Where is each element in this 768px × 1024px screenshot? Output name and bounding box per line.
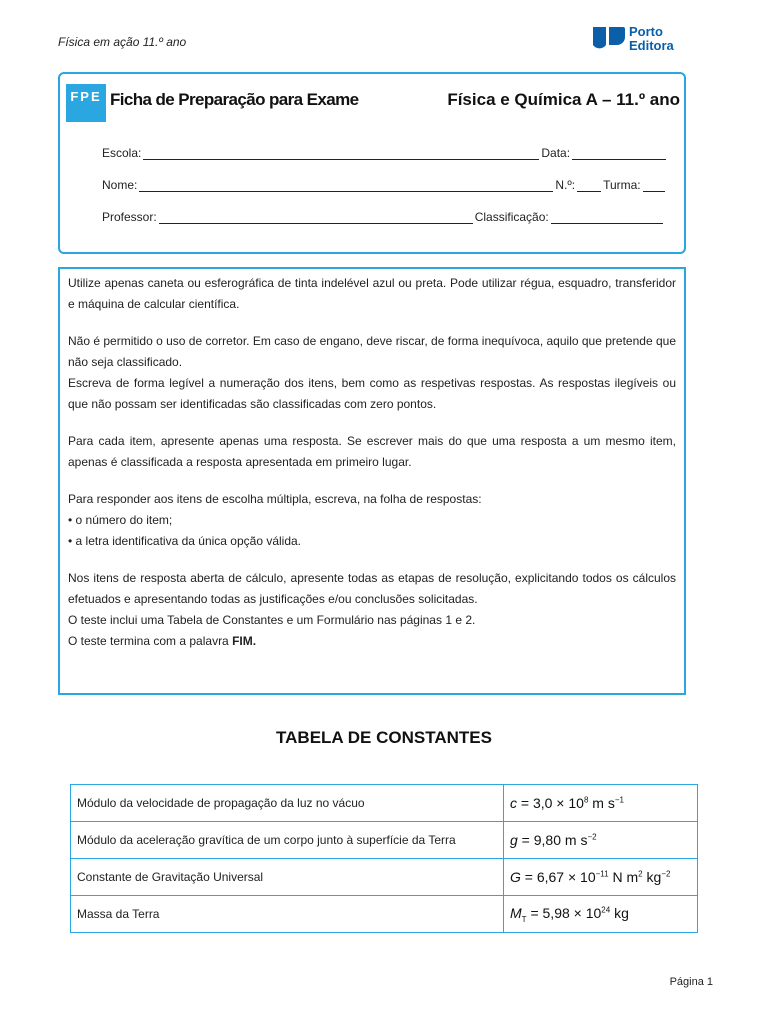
- instruction-paragraph: Para responder aos itens de escolha múltipla, escreva, na folha de respostas:: [68, 492, 482, 506]
- constant-description: Massa da Terra: [71, 896, 504, 933]
- professor-label: Professor:: [102, 210, 157, 224]
- data-field[interactable]: [572, 147, 666, 160]
- escola-data-row: [102, 144, 678, 160]
- instruction-paragraph: [68, 631, 676, 652]
- subject-title: Física e Química A – 11.º ano: [447, 90, 680, 109]
- instruction-paragraph: Não é permitido o uso de corretor. Em caso de engano, deve riscar, de forma inequívoca, aquilo que pretende que não seja classificado.: [68, 334, 676, 369]
- escola-field[interactable]: [143, 147, 539, 160]
- classificacao-field[interactable]: [551, 211, 663, 224]
- table-row: [71, 859, 698, 896]
- professor-field[interactable]: [159, 211, 473, 224]
- constants-heading: TABELA DE CONSTANTES: [276, 728, 492, 747]
- classificacao-label: Classificação:: [474, 210, 549, 224]
- instruction-paragraph: Utilize apenas caneta ou esferográfica de tinta indelével azul ou preta. Pode utilizar régua, esquadro, transferidor e máquina de calcular científica.: [68, 276, 676, 311]
- book-title: Física em ação 11.º ano: [58, 35, 187, 49]
- nome-field[interactable]: [139, 179, 553, 192]
- instruction-paragraph: O teste inclui uma Tabela de Constantes e um Formulário nas páginas 1 e 2.: [68, 613, 476, 627]
- constant-value: $G = 6,67 \times 10^{-11}$ N $m^2$ $kg^{-2}$: [504, 859, 698, 896]
- nome-row: [102, 176, 678, 192]
- instruction-bullet: • a letra identificativa da única opção válida.: [68, 534, 302, 548]
- porto-editora-logo: [593, 25, 693, 55]
- end-note-text: O teste termina com a palavra: [68, 634, 233, 648]
- fpe-badge: FPE: [66, 84, 106, 122]
- instructions-box: [58, 267, 686, 695]
- data-label: Data:: [541, 146, 571, 160]
- constant-value: $c = 3,0 \times 10^8$ m $s^{-1}$: [504, 785, 698, 822]
- logo-line-2: Editora: [629, 38, 674, 53]
- nome-label: Nome:: [102, 178, 138, 192]
- constant-description: Módulo da aceleração gravítica de um corpo junto à superfície da Terra: [71, 822, 504, 859]
- student-info-box: [58, 72, 686, 254]
- numero-label: N.º:: [555, 178, 576, 192]
- instruction-paragraph: Escreva de forma legível a numeração dos itens, bem como as respetivas respostas. As respostas ilegíveis ou que não possam ser identificadas são classificadas com zero pontos.: [68, 376, 676, 411]
- porto-editora-logo-icon: [593, 27, 625, 53]
- turma-label: Turma:: [603, 178, 641, 192]
- instruction-paragraph: Nos itens de resposta aberta de cálculo, apresente todas as etapas de resolução, explicitando todos os cálculos efetuados e apresentando todas as justificações e/ou conclusões solicitadas.: [68, 571, 676, 606]
- professor-row: [102, 208, 678, 224]
- escola-label: Escola:: [102, 146, 142, 160]
- sheet-title: Ficha de Preparação para Exame: [110, 90, 359, 109]
- instruction-bullet: • o número do item;: [68, 513, 173, 527]
- constant-value: g = 9,80 m $s^{-2}$: [504, 822, 698, 859]
- numero-field[interactable]: [577, 179, 601, 192]
- table-row: [71, 896, 698, 933]
- table-row: [71, 785, 698, 822]
- constant-value: $M_T = 5,98 \times 10^{24}$ kg: [504, 896, 698, 933]
- constant-description: Constante de Gravitação Universal: [71, 859, 504, 896]
- table-row: [71, 822, 698, 859]
- page-number: Página 1: [669, 976, 713, 988]
- end-word: FIM.: [232, 634, 257, 648]
- instruction-paragraph: Para cada item, apresente apenas uma resposta. Se escrever mais do que uma resposta a um mesmo item, apenas é classificada a resposta apresentada em primeiro lugar.: [68, 434, 676, 469]
- turma-field[interactable]: [643, 179, 665, 192]
- constant-description: Módulo da velocidade de propagação da luz no vácuo: [71, 785, 504, 822]
- constants-table: [70, 784, 698, 933]
- logo-line-1: Porto: [629, 24, 663, 39]
